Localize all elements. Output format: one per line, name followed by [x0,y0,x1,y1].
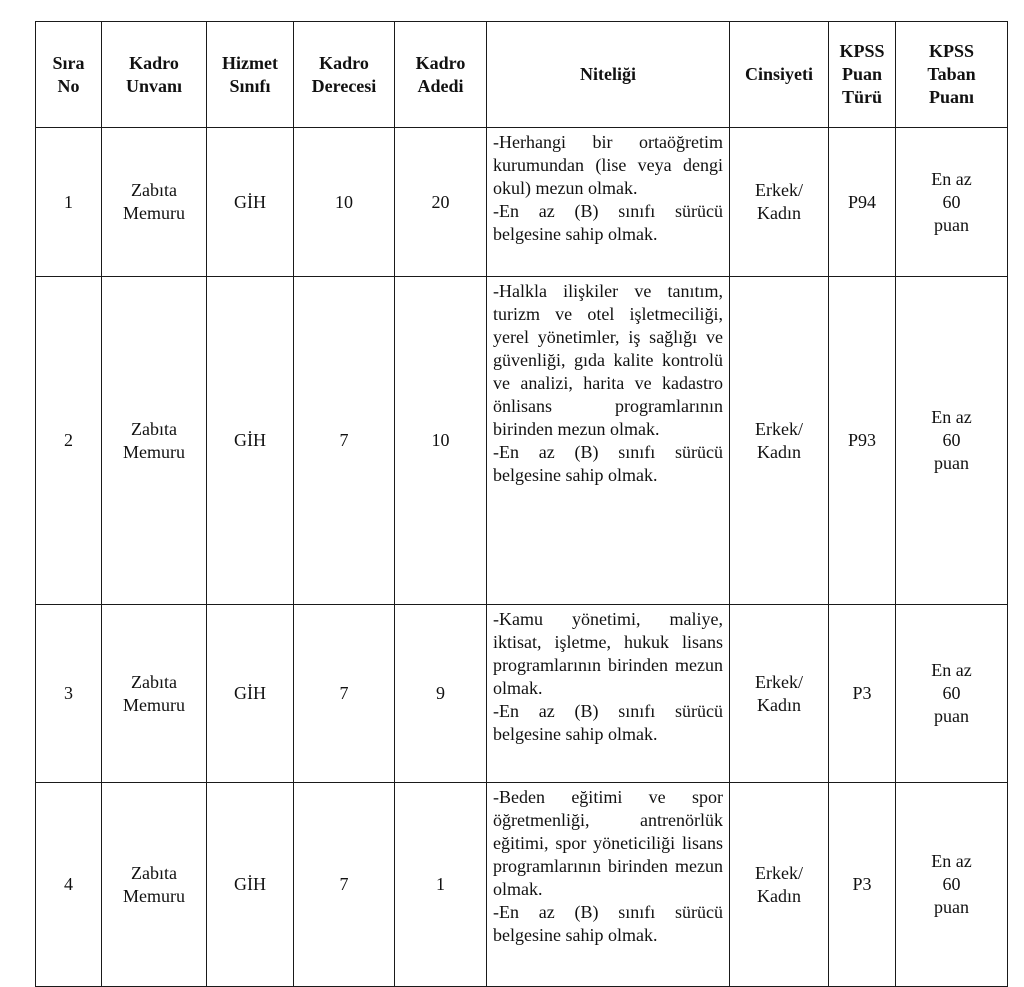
header-cinsiyeti: Cinsiyeti [730,22,829,128]
cell-hizmet-sinifi: GİH [207,277,294,605]
cell-cinsiyeti: Erkek/ Kadın [730,277,829,605]
cell-kpss-taban-puani: En az 60 puan [896,277,1008,605]
cell-kadro-derecesi: 7 [294,605,395,783]
header-row [36,22,1008,128]
header-kadro-derecesi: Kadro Derecesi [294,22,395,128]
cell-kadro-derecesi: 7 [294,277,395,605]
cell-kpss-puan-turu: P94 [829,128,896,277]
kadro-table [35,21,1008,987]
cell-cinsiyeti: Erkek/ Kadın [730,605,829,783]
header-sira-no: Sıra No [36,22,102,128]
cell-niteligi: -Halkla ilişkiler ve tanıtım, turizm ve otel işletmeciliği, yerel yönetimler, iş sağlığı ve güvenliği, gıda kalite kontrolü ve analizi, harita ve kadastro önlisans programlarının birinden mezun olmak. -En az (B) sınıfı sürücü belgesine sahip olmak. [487,277,730,605]
cell-hizmet-sinifi: GİH [207,128,294,277]
cell-niteligi: -Kamu yönetimi, maliye, iktisat, işletme, hukuk lisans programlarının birinden mezun olmak. -En az (B) sınıfı sürücü belgesine sahip olmak. [487,605,730,783]
cell-sira-no: 4 [36,783,102,987]
cell-kadro-unvani: Zabıta Memuru [102,605,207,783]
cell-kadro-unvani: Zabıta Memuru [102,277,207,605]
cell-kadro-adedi: 1 [395,783,487,987]
cell-kpss-puan-turu: P3 [829,783,896,987]
cell-kpss-puan-turu: P3 [829,605,896,783]
cell-kpss-taban-puani: En az 60 puan [896,605,1008,783]
cell-cinsiyeti: Erkek/ Kadın [730,128,829,277]
table-row [36,128,1008,277]
cell-sira-no: 1 [36,128,102,277]
header-kpss-puan-turu: KPSS Puan Türü [829,22,896,128]
cell-sira-no: 3 [36,605,102,783]
table-row [36,605,1008,783]
cell-kadro-unvani: Zabıta Memuru [102,128,207,277]
header-kadro-adedi: Kadro Adedi [395,22,487,128]
cell-kadro-derecesi: 7 [294,783,395,987]
cell-kpss-taban-puani: En az 60 puan [896,783,1008,987]
cell-niteligi: -Herhangi bir ortaöğretim kurumundan (lise veya dengi okul) mezun olmak. -En az (B) sınıfı sürücü belgesine sahip olmak. [487,128,730,277]
cell-kadro-adedi: 20 [395,128,487,277]
cell-kadro-adedi: 10 [395,277,487,605]
header-hizmet-sinifi: Hizmet Sınıfı [207,22,294,128]
table-row [36,277,1008,605]
header-kpss-taban-puani: KPSS Taban Puanı [896,22,1008,128]
cell-kpss-puan-turu: P93 [829,277,896,605]
cell-hizmet-sinifi: GİH [207,605,294,783]
cell-cinsiyeti: Erkek/ Kadın [730,783,829,987]
cell-sira-no: 2 [36,277,102,605]
cell-kadro-unvani: Zabıta Memuru [102,783,207,987]
cell-kadro-adedi: 9 [395,605,487,783]
header-kadro-unvani: Kadro Unvanı [102,22,207,128]
cell-niteligi: -Beden eğitimi ve spor öğretmenliği, antrenörlük eğitimi, spor yöneticiliği lisans programlarının birinden mezun olmak. -En az (B) sınıfı sürücü belgesine sahip olmak. [487,783,730,987]
cell-kadro-derecesi: 10 [294,128,395,277]
header-niteligi: Niteliği [487,22,730,128]
cell-kpss-taban-puani: En az 60 puan [896,128,1008,277]
table-row [36,783,1008,987]
cell-hizmet-sinifi: GİH [207,783,294,987]
